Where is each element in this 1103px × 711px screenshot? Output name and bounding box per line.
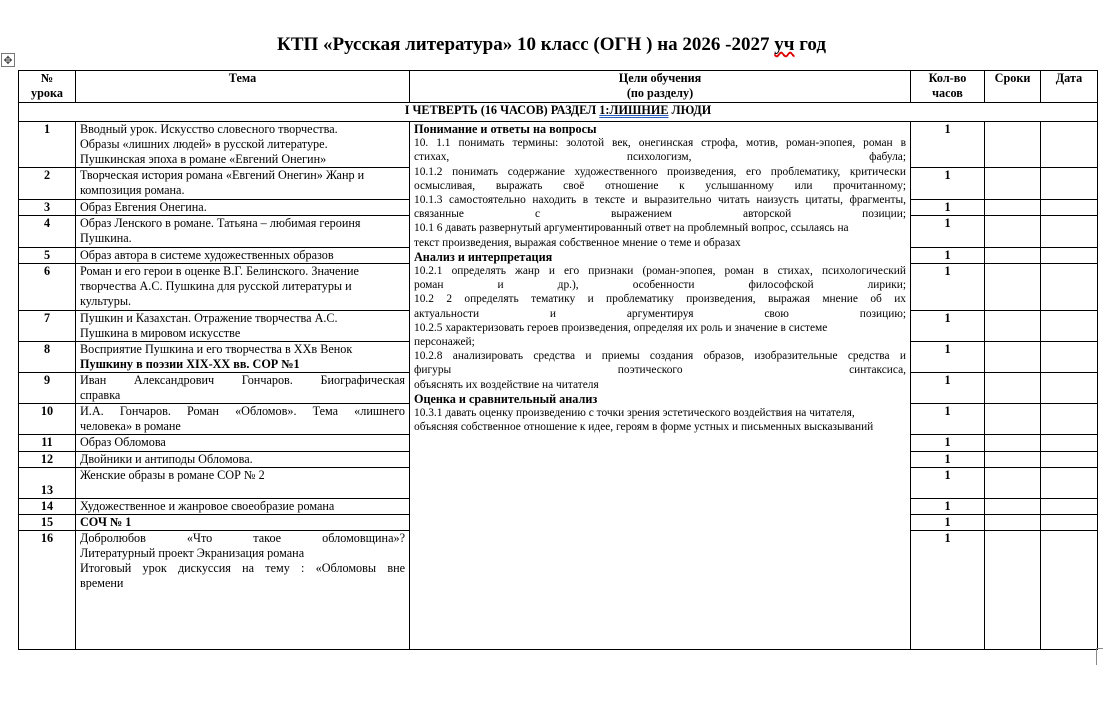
lesson-number: 8 xyxy=(19,341,76,372)
terms-cell[interactable] xyxy=(985,216,1041,247)
goals-heading: Оценка и сравнительный анализ xyxy=(414,391,598,406)
terms-cell[interactable] xyxy=(985,373,1041,404)
plan-table xyxy=(18,70,1098,650)
date-cell[interactable] xyxy=(1041,216,1098,247)
lesson-number: 7 xyxy=(19,310,76,341)
date-cell[interactable] xyxy=(1041,200,1098,216)
date-cell[interactable] xyxy=(1041,247,1098,263)
hours-count: 1 xyxy=(911,373,985,404)
goal-item: 10.2.1 определять жанр и его признаки (роман-эпопея, роман в стихах, психологический роман и др.), особенности философской лирики; xyxy=(414,265,906,292)
lesson-topic[interactable]: Образ автора в системе художественных образов xyxy=(76,247,410,263)
lesson-topic[interactable]: Образ Обломова xyxy=(76,435,410,451)
date-cell[interactable] xyxy=(1041,122,1098,168)
terms-cell[interactable] xyxy=(985,310,1041,341)
lesson-number: 16 xyxy=(19,530,76,649)
date-cell[interactable] xyxy=(1041,341,1098,372)
goal-item: 10.1 6 давать развернутый аргументированный ответ на проблемный вопрос, ссылаясь на текст произведения, выражая собственное мнение о теме и образах xyxy=(414,222,849,249)
lesson-topic[interactable]: Творческая история романа «Евгений Онегин» Жанр и композиция романа. xyxy=(76,168,410,200)
date-cell[interactable] xyxy=(1041,435,1098,451)
terms-cell[interactable] xyxy=(985,404,1041,435)
col-header-topic: Тема xyxy=(76,71,410,103)
terms-cell[interactable] xyxy=(985,200,1041,216)
col-header-date: Дата xyxy=(1041,71,1098,103)
section-row xyxy=(19,103,1098,122)
col-header-goals: Цели обучения (по разделу) xyxy=(410,71,911,103)
terms-cell[interactable] xyxy=(985,514,1041,530)
hours-count: 1 xyxy=(911,514,985,530)
lesson-topic[interactable]: Вводный урок. Искусство словесного творчества. Образы «лишних людей» в русской литературе. Пушкинская эпоха в романе «Евгений Онегин» xyxy=(76,122,410,168)
goal-item: 10.1.2 понимать содержание художественного произведения, его проблематику, критически осмысливая, выражать своё отношение к услышанному или прочитанному; xyxy=(414,165,906,192)
goal-item: 10. 1.1 понимать термины: золотой век, онегинская строфа, мотив, роман-эпопея, роман в стихах, психологизм, фабула; xyxy=(414,137,906,164)
lesson-topic[interactable]: Добролюбов «Что такое обломовщина»? Литературный проект Экранизация романа Итоговый урок дискуссия на тему : «Обломовы вне времени xyxy=(76,530,410,649)
hours-count: 1 xyxy=(911,263,985,310)
lesson-topic[interactable]: Восприятие Пушкина и его творчества в ХХв Венок Пушкину в поэзии XIX-XX вв. СОР №1 xyxy=(76,341,410,372)
terms-cell[interactable] xyxy=(985,341,1041,372)
lesson-number: 11 xyxy=(19,435,76,451)
lesson-number: 14 xyxy=(19,498,76,514)
terms-cell[interactable] xyxy=(985,122,1041,168)
goal-item: 10.3.1 давать оценку произведению с точки зрения эстетического воздействия на читателя, объясняя собственное отношение к идее, героям в форме устных и письменных высказываний xyxy=(414,407,874,434)
date-cell[interactable] xyxy=(1041,310,1098,341)
hours-count: 1 xyxy=(911,310,985,341)
lesson-number: 10 xyxy=(19,404,76,435)
lesson-number: 1 xyxy=(19,122,76,168)
table-move-handle[interactable]: ✥ xyxy=(1,53,15,67)
hours-count: 1 xyxy=(911,122,985,168)
col-header-hours: Кол-во часов xyxy=(911,71,985,103)
lesson-number: 12 xyxy=(19,451,76,467)
lesson-number: 5 xyxy=(19,247,76,263)
lesson-number: 9 xyxy=(19,373,76,404)
goal-item: 10.1.3 самостоятельно находить в тексте и выразительно читать наизусть цитаты, фрагменты, связанные с выражением авторской позиции; xyxy=(414,194,906,221)
terms-cell[interactable] xyxy=(985,247,1041,263)
terms-cell[interactable] xyxy=(985,467,1041,498)
lesson-number: 4 xyxy=(19,216,76,247)
lesson-topic[interactable]: Пушкин и Казахстан. Отражение творчества А.С. Пушкина в мировом искусстве xyxy=(76,310,410,341)
lesson-topic[interactable]: СОЧ № 1 xyxy=(76,514,410,530)
date-cell[interactable] xyxy=(1041,530,1098,649)
lesson-number: 6 xyxy=(19,263,76,310)
hours-count: 1 xyxy=(911,247,985,263)
hours-count: 1 xyxy=(911,341,985,372)
lesson-topic[interactable]: Художественное и жанровое своеобразие романа xyxy=(76,498,410,514)
lesson-number: 15 xyxy=(19,514,76,530)
terms-cell[interactable] xyxy=(985,263,1041,310)
lesson-topic[interactable]: Образ Евгения Онегина. xyxy=(76,200,410,216)
date-cell[interactable] xyxy=(1041,467,1098,498)
hours-count: 1 xyxy=(911,435,985,451)
terms-cell[interactable] xyxy=(985,498,1041,514)
learning-goals[interactable] xyxy=(410,122,911,650)
date-cell[interactable] xyxy=(1041,514,1098,530)
col-header-number: № урока xyxy=(19,71,76,103)
goals-heading: Понимание и ответы на вопросы xyxy=(414,122,597,136)
page-title: КТП «Русская литература» 10 класс (ОГН ) на 2026 -2027 уч год xyxy=(277,34,826,55)
goal-item: 10.2.8 анализировать средства и приемы создания образов, изобразительные средства и фигуры поэтического синтаксиса, объяснять их воздействие на читателя xyxy=(414,350,906,391)
hours-count: 1 xyxy=(911,498,985,514)
date-cell[interactable] xyxy=(1041,263,1098,310)
date-cell[interactable] xyxy=(1041,498,1098,514)
lesson-topic[interactable]: Роман и его герои в оценке В.Г. Белинского. Значение творчества А.С. Пушкина для русской литературы и культуры. xyxy=(76,263,410,310)
terms-cell[interactable] xyxy=(985,435,1041,451)
spellcheck-flag: уч xyxy=(774,34,795,55)
hours-count: 1 xyxy=(911,200,985,216)
header-row xyxy=(19,71,1098,103)
hours-count: 1 xyxy=(911,404,985,435)
hours-count: 1 xyxy=(911,451,985,467)
lesson-topic[interactable]: Образ Ленского в романе. Татьяна – любимая героиня Пушкина. xyxy=(76,216,410,247)
lesson-number: 13 xyxy=(19,467,76,498)
hours-count: 1 xyxy=(911,168,985,200)
date-cell[interactable] xyxy=(1041,451,1098,467)
goal-item: 10.2 2 определять тематику и проблематику произведения, выражая мнение об их актуальности и аргументируя свою позицию; xyxy=(414,293,906,320)
col-header-terms: Сроки xyxy=(985,71,1041,103)
date-cell[interactable] xyxy=(1041,373,1098,404)
hours-count: 1 xyxy=(911,530,985,649)
terms-cell[interactable] xyxy=(985,168,1041,200)
lesson-topic[interactable]: Женские образы в романе СОР № 2 xyxy=(76,467,410,498)
terms-cell[interactable] xyxy=(985,530,1041,649)
lesson-topic[interactable]: Иван Александрович Гончаров. Биографическая справка xyxy=(76,373,410,404)
lesson-number: 2 xyxy=(19,168,76,200)
goal-item: 10.2.5 характеризовать героев произведения, определяя их роль и значение в системе персонажей; xyxy=(414,321,828,349)
goals-heading: Анализ и интерпретация xyxy=(414,249,553,264)
table-row xyxy=(19,122,1098,168)
hours-count: 1 xyxy=(911,216,985,247)
hours-count: 1 xyxy=(911,467,985,498)
lesson-topic[interactable]: И.А. Гончаров. Роман «Обломов». Тема «лишнего человека» в романе xyxy=(76,404,410,435)
section-title: I ЧЕТВЕРТЬ (16 ЧАСОВ) РАЗДЕЛ 1:ЛИШНИЕ ЛЮДИ xyxy=(19,103,1098,122)
lesson-topic[interactable]: Двойники и антиподы Обломова. xyxy=(76,451,410,467)
table-resize-handle[interactable] xyxy=(1096,648,1103,665)
terms-cell[interactable] xyxy=(985,451,1041,467)
lesson-number: 3 xyxy=(19,200,76,216)
date-cell[interactable] xyxy=(1041,404,1098,435)
date-cell[interactable] xyxy=(1041,168,1098,200)
